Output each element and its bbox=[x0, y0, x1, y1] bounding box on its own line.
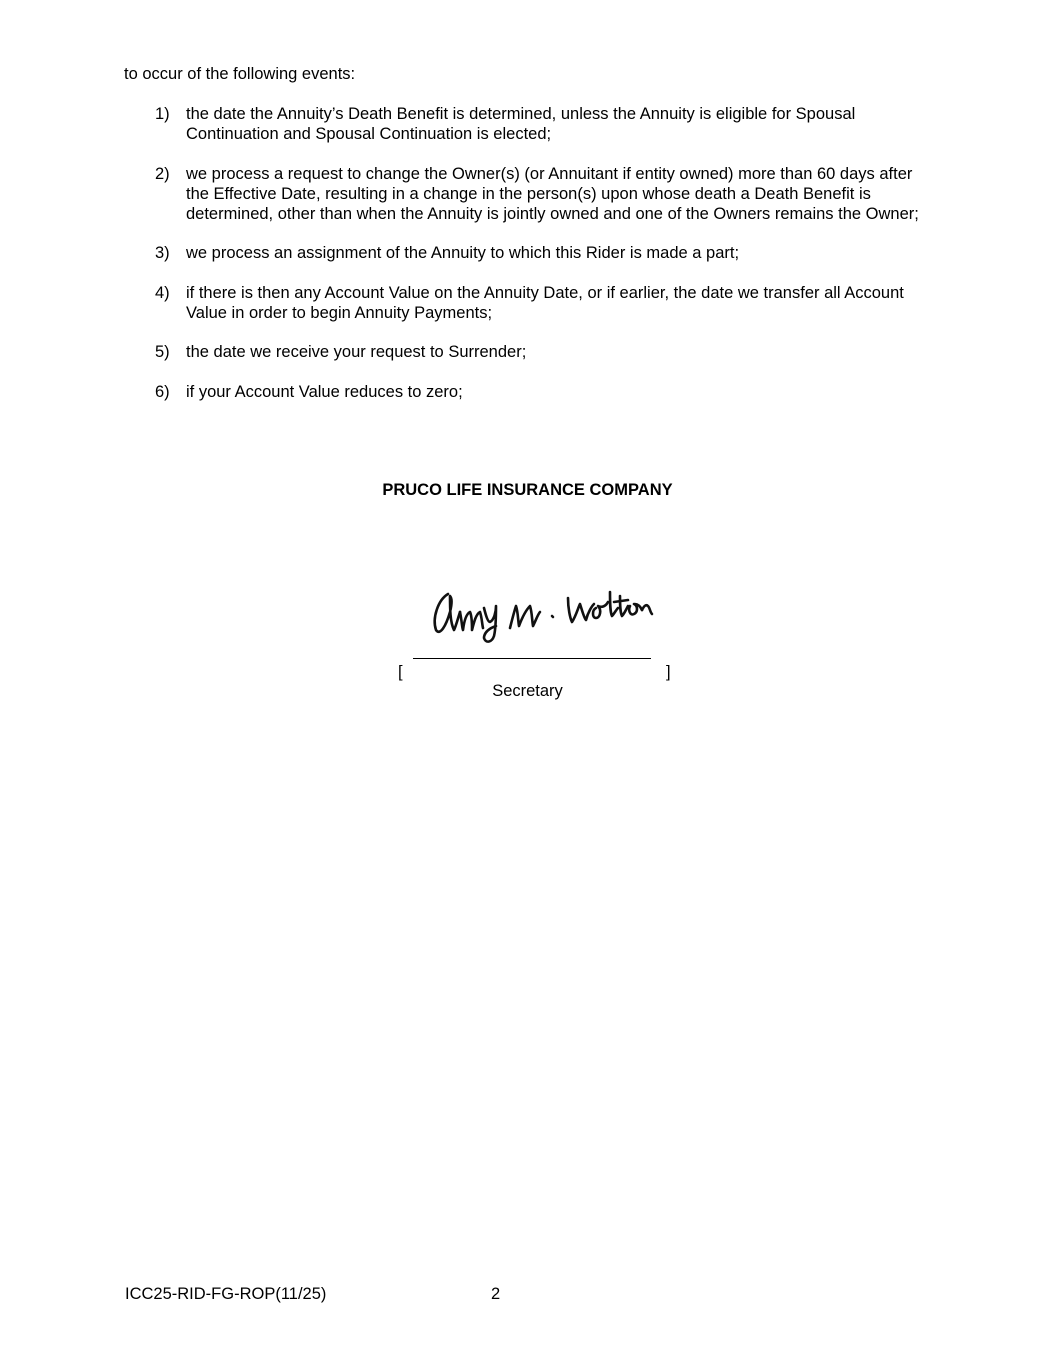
item-text: the date we receive your request to Surrender; bbox=[186, 343, 527, 362]
item-text: if your Account Value reduces to zero; bbox=[186, 382, 463, 401]
bracket-close: ] bbox=[666, 663, 671, 681]
list-item bbox=[155, 243, 935, 263]
item-number: 3) bbox=[155, 244, 170, 263]
item-number: 2) bbox=[155, 164, 170, 183]
item-number: 6) bbox=[155, 382, 170, 401]
list-item bbox=[155, 342, 935, 362]
item-text: if there is then any Account Value on the Annuity Date, or if earlier, the date we transfer all Account Value in order to begin Annuity Payments; bbox=[186, 283, 904, 322]
intro-text: to occur of the following events: bbox=[124, 65, 356, 83]
item-text: we process a request to change the Owner(s) (or Annuitant if entity owned) more than 60 days after the Effective Date, resulting in a change in the person(s) upon whose death a Death Benefit is determined, other than when the Annuity is jointly owned and one of the Owners remains the Owner; bbox=[186, 164, 919, 223]
item-number: 4) bbox=[155, 283, 170, 302]
item-number: 5) bbox=[155, 343, 170, 362]
events-list bbox=[155, 104, 935, 422]
handwritten-signature bbox=[428, 582, 656, 648]
list-item bbox=[155, 164, 935, 224]
list-item bbox=[155, 283, 935, 323]
list-item bbox=[155, 104, 935, 144]
page-number: 2 bbox=[491, 1285, 501, 1303]
item-text: the date the Annuity’s Death Benefit is determined, unless the Annuity is eligible for Spousal Continuation and Spousal Continuation is elected; bbox=[186, 105, 856, 143]
bracket-open: [ bbox=[398, 663, 403, 681]
signatory-title: Secretary bbox=[492, 682, 563, 700]
company-name: PRUCO LIFE INSURANCE COMPANY bbox=[382, 481, 673, 499]
signature-line bbox=[413, 658, 651, 659]
item-text: we process an assignment of the Annuity to which this Rider is made a part; bbox=[186, 244, 740, 263]
form-number: ICC25-RID-FG-ROP(11/25) bbox=[125, 1285, 327, 1303]
item-number: 1) bbox=[155, 105, 170, 123]
list-item bbox=[155, 382, 935, 402]
